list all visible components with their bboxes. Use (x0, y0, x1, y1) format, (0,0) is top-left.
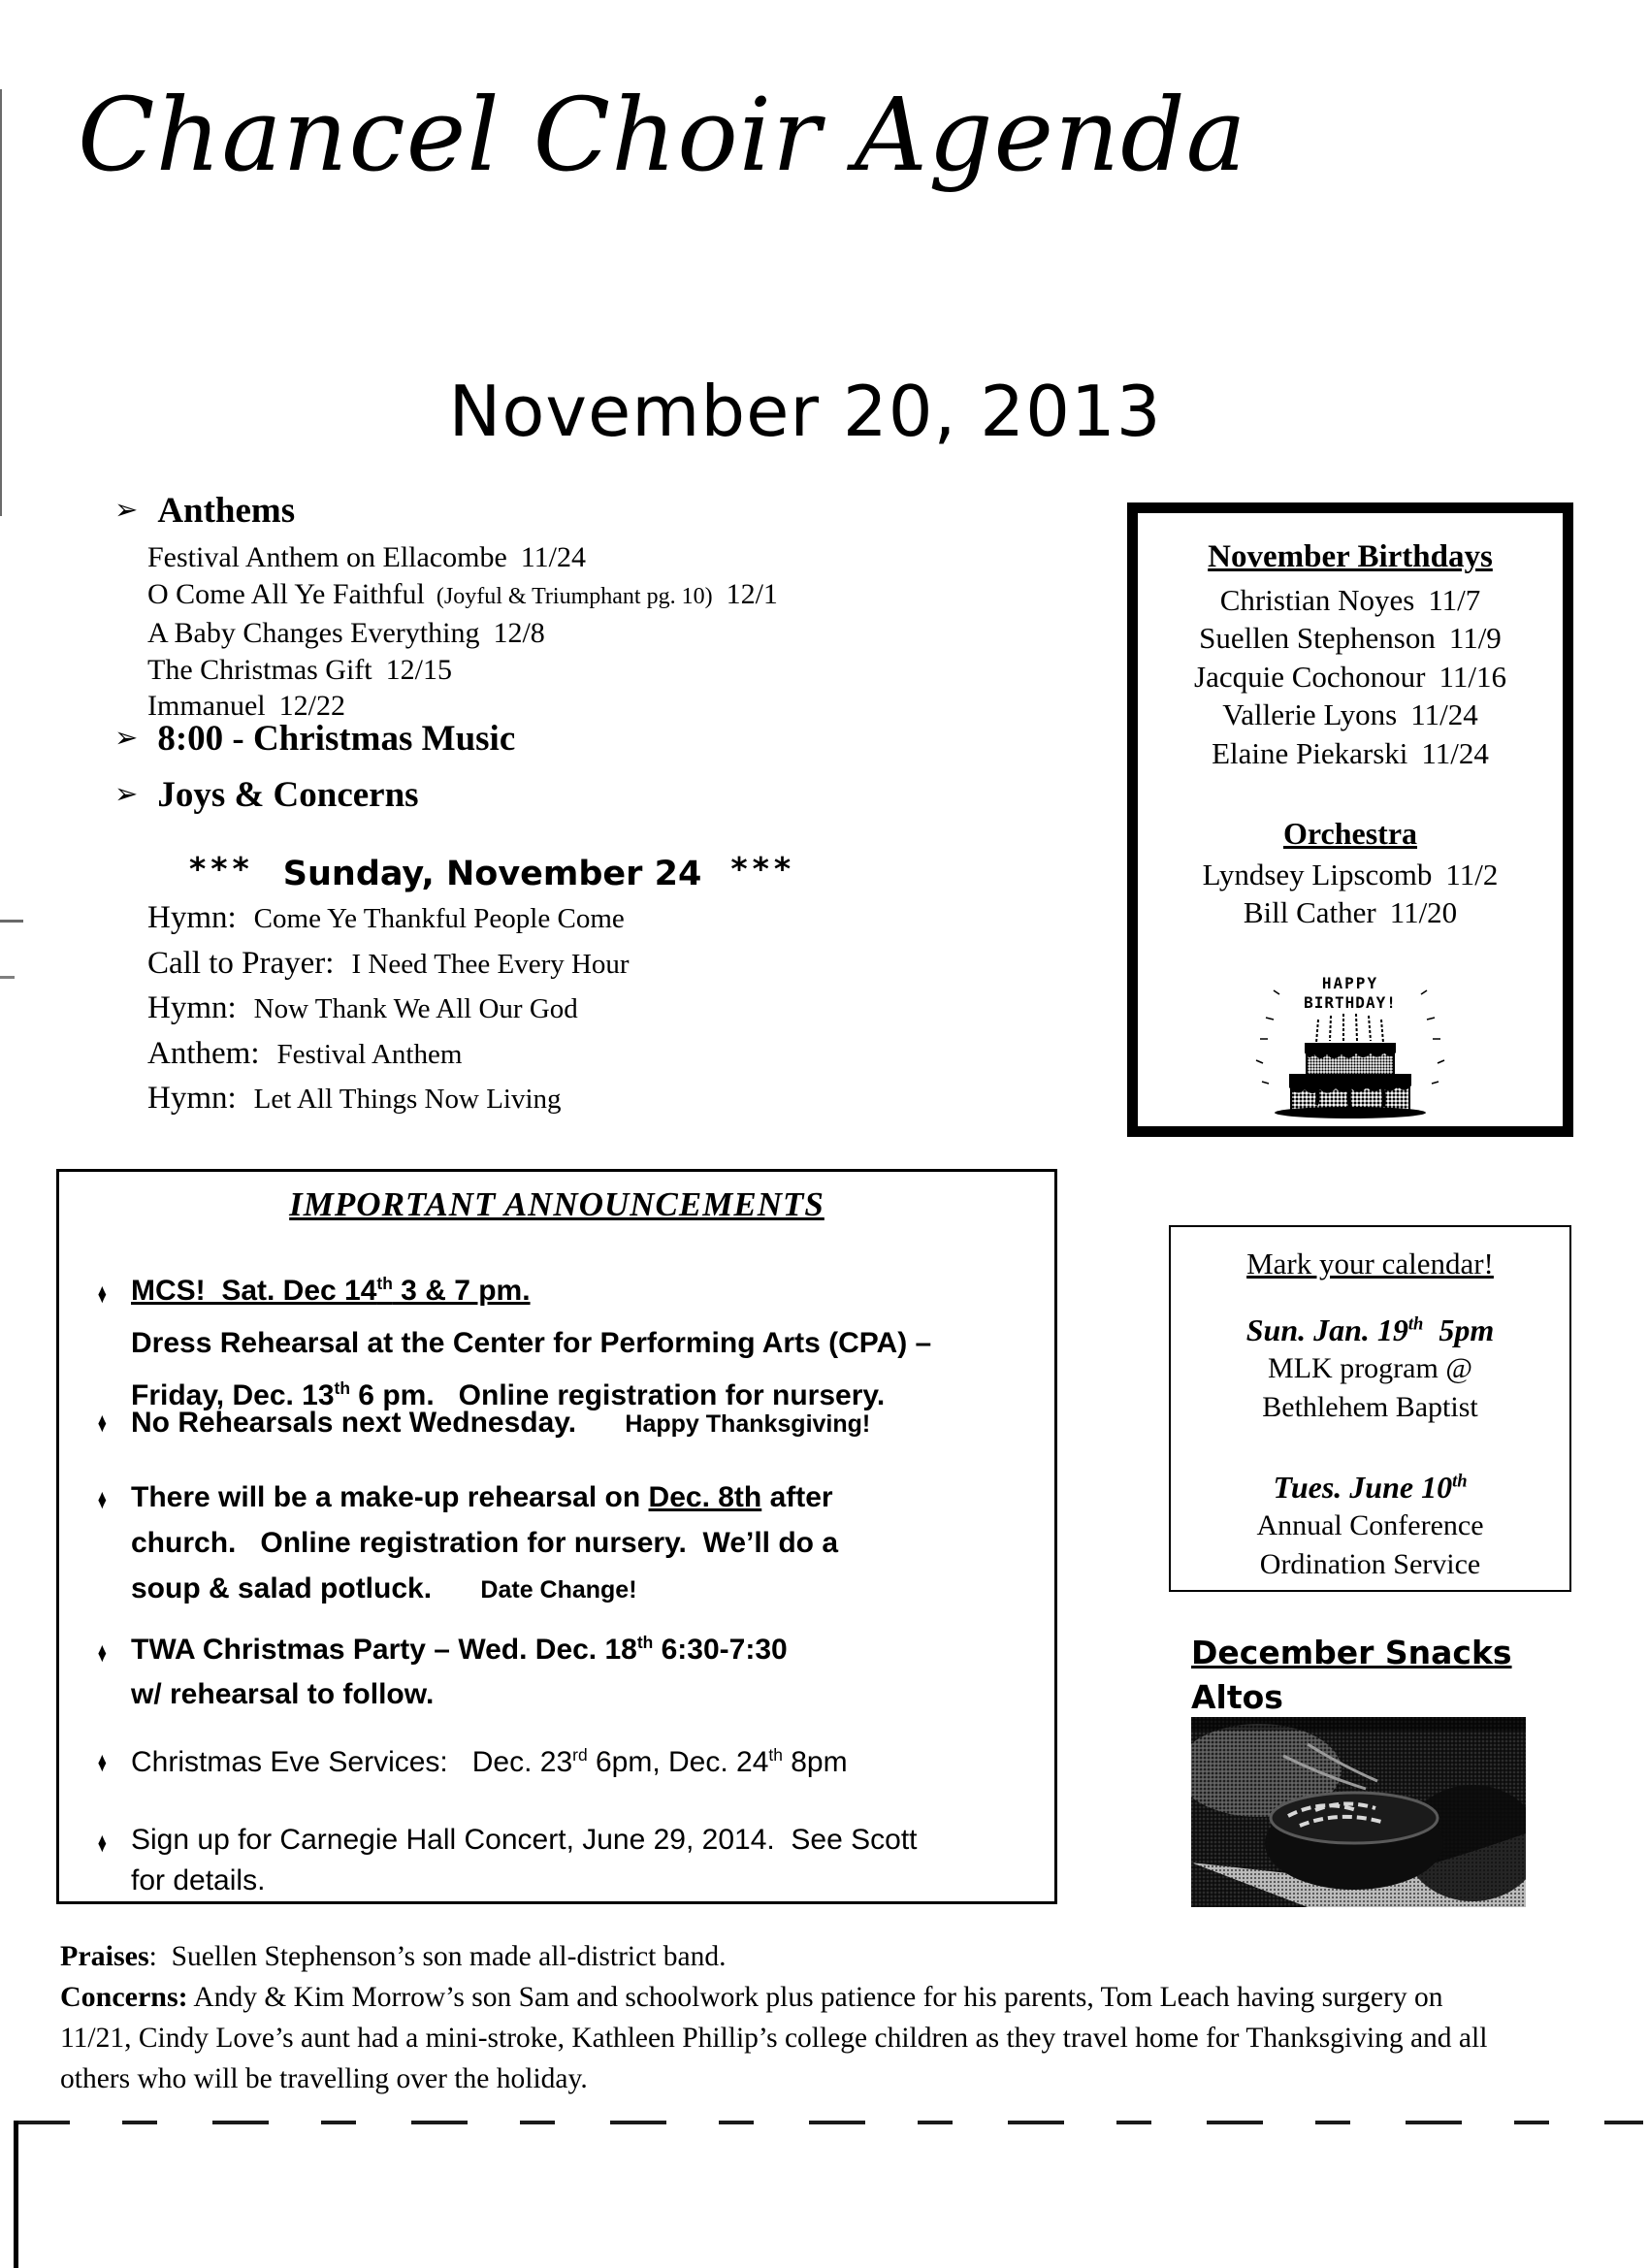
diamond-bullet-icon: ♦ (97, 1483, 107, 1516)
orchestra-date: 11/2 (1445, 857, 1499, 891)
birthday-name: Elaine Piekarski (1212, 735, 1408, 770)
stars-decoration: *** (189, 850, 254, 888)
concerns-text: Andy & Kim Morrow’s son Sam and schoolwork plus patience for his parents, Tom Leach having surgery on 11/21, Cindy Love’s aunt had a mini-stroke, Kathleen Phillip’s college children as they travel home for Thanksgiving and all others who will be travelling over the holiday. (60, 1982, 1488, 2094)
announcement-makeup-rehearsal (97, 1474, 985, 1613)
orchestra-entry (1138, 856, 1563, 894)
announcement-line: soup & salad potluck. (131, 1572, 433, 1604)
november-birthdays-box (1127, 502, 1573, 1137)
cake-text-line2: BIRTHDAY! (1304, 993, 1397, 1012)
anthem-item (147, 539, 778, 576)
birthday-date: 11/16 (1439, 659, 1506, 694)
orchestra-name: Lyndsey Lipscomb (1202, 857, 1433, 891)
calendar-event-when (1171, 1468, 1569, 1507)
joys-concerns-heading (114, 774, 419, 816)
anthem-item (147, 652, 778, 689)
orchestra-title: Orchestra (1282, 816, 1418, 851)
calendar-when-time: 5pm (1423, 1312, 1495, 1347)
announcement-aside: Happy Thanksgiving! (625, 1410, 871, 1438)
birthday-date: 11/24 (1410, 697, 1478, 731)
calendar-event-when (1171, 1311, 1569, 1349)
ordinal-superscript: th (376, 1274, 393, 1293)
service-row (147, 988, 630, 1034)
announcement-line-text: Christmas Eve Services: Dec. 23 (131, 1746, 573, 1778)
birthday-name: Suellen Stephenson (1199, 621, 1436, 655)
december-snacks-title: December Snacks (1191, 1634, 1512, 1671)
birthday-name: Jacquie Cochonour (1194, 659, 1426, 694)
service-label: Hymn: (147, 1081, 237, 1116)
announcement-line-mid: 6pm, Dec. 24 (587, 1746, 769, 1778)
announcement-line: Sign up for Carnegie Hall Concert, June 29, 2014. See Scott (131, 1824, 918, 1856)
diamond-bullet-icon: ♦ (97, 1278, 107, 1311)
anthem-title: Festival Anthem on Ellacombe (147, 541, 507, 573)
service-row (147, 1079, 630, 1124)
announcement-heading (131, 1275, 531, 1307)
scan-artifact-tick (0, 920, 23, 923)
calendar-event-line: Annual Conference (1256, 1509, 1484, 1541)
announcement-line (131, 1746, 848, 1778)
service-row (147, 944, 630, 989)
anthem-item (147, 615, 778, 652)
joys-concerns-label: Joys & Concerns (157, 775, 419, 815)
birthday-entry (1138, 658, 1563, 697)
diamond-bullet-icon: ♦ (97, 1827, 107, 1860)
service-row (147, 898, 630, 944)
praises-text: : Suellen Stephenson’s son made all-district band. (148, 1941, 727, 1972)
announcement-christmas-eve (97, 1745, 848, 1779)
announcement-line (131, 1634, 788, 1666)
sunday-heading (189, 850, 795, 893)
birthday-cake-image (1248, 973, 1452, 1118)
birthday-name: Christian Noyes (1219, 582, 1415, 617)
service-label: Hymn: (147, 900, 237, 935)
anthem-date: 12/8 (493, 617, 545, 649)
page-date: November 20, 2013 (448, 371, 1162, 452)
service-label: Anthem: (147, 1035, 260, 1071)
calendar-event (1171, 1311, 1569, 1427)
announcement-aside: Date Change! (480, 1576, 637, 1604)
birthday-entry (1138, 734, 1563, 773)
orchestra-date: 11/20 (1389, 895, 1458, 929)
service-value: Now Thank We All Our God (253, 993, 578, 1024)
concerns-label: Concerns: (60, 1981, 188, 2013)
ordinal-superscript: th (1407, 1313, 1424, 1335)
announcement-line-rest: after (761, 1481, 833, 1513)
service-row (147, 1034, 630, 1080)
christmas-music-heading (114, 718, 515, 760)
announcement-line: for details. (131, 1864, 266, 1896)
announcement-line-rest: 8pm (782, 1746, 848, 1778)
announcement-line-text: Friday, Dec. 13 (131, 1379, 335, 1411)
anthems-heading-label: Anthems (157, 491, 296, 531)
anthem-title: The Christmas Gift (147, 653, 372, 686)
announcement-no-rehearsals (97, 1407, 871, 1440)
snacks-photo (1191, 1717, 1526, 1907)
anthem-date: 11/24 (520, 541, 587, 573)
calendar-event-line: MLK program @ (1268, 1352, 1472, 1384)
birthday-date: 11/7 (1428, 582, 1481, 617)
sunday-title: Sunday, November 24 (282, 855, 702, 893)
snacks-group-label: Altos (1191, 1678, 1283, 1716)
anthem-title: A Baby Changes Everything (147, 617, 480, 649)
announcement-line: w/ rehearsal to follow. (131, 1678, 435, 1710)
orchestra-entry (1138, 893, 1563, 932)
anthem-date: 12/15 (385, 653, 452, 686)
orchestra-name: Bill Cather (1243, 895, 1376, 929)
anthems-heading (114, 490, 295, 532)
diamond-bullet-icon: ♦ (97, 1636, 107, 1669)
anthem-note: (Joyful & Triumphant pg. 10) (436, 583, 713, 609)
concerns-paragraph (60, 1977, 1491, 2099)
arrow-bullet-icon: ➢ (114, 493, 139, 526)
arrow-bullet-icon: ➢ (114, 777, 139, 810)
anthem-date: 12/1 (726, 577, 778, 610)
announcement-mcs (97, 1265, 932, 1422)
anthem-title: Immanuel (147, 690, 266, 722)
announcement-carnegie (97, 1820, 918, 1901)
scan-artifact-tick (0, 976, 15, 979)
birthday-date: 11/24 (1421, 735, 1489, 770)
arrow-bullet-icon: ➢ (114, 721, 139, 754)
service-label: Call to Prayer: (147, 945, 335, 981)
announcement-line-text: There will be a make-up rehearsal on (131, 1481, 649, 1513)
announcement-line (131, 1481, 833, 1513)
announcement-line-text: TWA Christmas Party – Wed. Dec. 18 (131, 1634, 637, 1666)
birthday-entry (1138, 619, 1563, 658)
announcements-title: IMPORTANT ANNOUNCEMENTS (289, 1185, 824, 1223)
service-value: Festival Anthem (276, 1038, 463, 1070)
service-value: Come Ye Thankful People Come (253, 903, 625, 934)
ordinal-superscript: th (334, 1378, 350, 1398)
underlined-date: Dec. 8th (648, 1481, 762, 1513)
announcement-line-rest: 6 pm. Online registration for nursery. (349, 1379, 886, 1411)
announcement-line: church. Online registration for nursery. We’ll do a (131, 1527, 839, 1559)
anthem-item (147, 576, 778, 616)
calendar-when-text: Tues. June 10 (1273, 1470, 1453, 1505)
calendar-event-line: Ordination Service (1259, 1548, 1481, 1580)
christmas-music-label: 8:00 - Christmas Music (157, 719, 516, 759)
announcement-heading-text: MCS! Sat. Dec 14 (131, 1275, 377, 1307)
important-announcements-box (56, 1169, 1057, 1904)
calendar-event-line: Bethlehem Baptist (1262, 1391, 1478, 1423)
announcement-line: No Rehearsals next Wednesday. (131, 1407, 577, 1439)
birthday-entry (1138, 581, 1563, 620)
praises-label: Praises (60, 1940, 149, 1972)
diamond-bullet-icon: ♦ (97, 1407, 107, 1440)
ordinal-superscript: th (636, 1633, 654, 1652)
announcement-heading-rest: 3 & 7 pm. (392, 1275, 531, 1307)
page-title: Chancel Choir Agenda (78, 76, 1247, 194)
scan-artifact-dashed-rule (14, 2121, 1643, 2124)
stars-decoration: *** (730, 850, 796, 888)
service-value: Let All Things Now Living (253, 1084, 562, 1115)
calendar-event (1171, 1468, 1569, 1584)
announcement-line-rest: 6:30-7:30 (653, 1634, 788, 1666)
ordinal-superscript: rd (572, 1745, 588, 1765)
ordinal-superscript: th (768, 1745, 783, 1765)
birthday-date: 11/9 (1448, 621, 1502, 655)
service-label: Hymn: (147, 990, 237, 1025)
calendar-title: Mark your calendar! (1246, 1247, 1494, 1280)
birthday-name: Vallerie Lyons (1222, 697, 1398, 731)
birthdays-title: November Birthdays (1208, 539, 1493, 574)
announcement-line: Dress Rehearsal at the Center for Performing Arts (CPA) – (131, 1327, 932, 1359)
praises-concerns (60, 1936, 1491, 2099)
mark-your-calendar-box (1169, 1225, 1571, 1592)
birthday-entry (1138, 696, 1563, 734)
anthem-title: O Come All Ye Faithful (147, 577, 425, 610)
calendar-when-text: Sun. Jan. 19 (1245, 1312, 1408, 1347)
announcement-twa-party (97, 1628, 788, 1717)
praises-line (60, 1936, 1491, 1977)
scan-artifact-left-edge (0, 89, 2, 516)
diamond-bullet-icon: ♦ (97, 1746, 107, 1779)
anthem-list (147, 539, 778, 725)
scan-artifact-corner (14, 2121, 18, 2268)
anthem-date: 12/22 (278, 690, 345, 722)
cake-text-line1: HAPPY (1321, 974, 1379, 992)
service-value: I Need Thee Every Hour (351, 948, 630, 980)
ordinal-superscript: th (1452, 1471, 1468, 1492)
service-order-list (147, 898, 630, 1124)
